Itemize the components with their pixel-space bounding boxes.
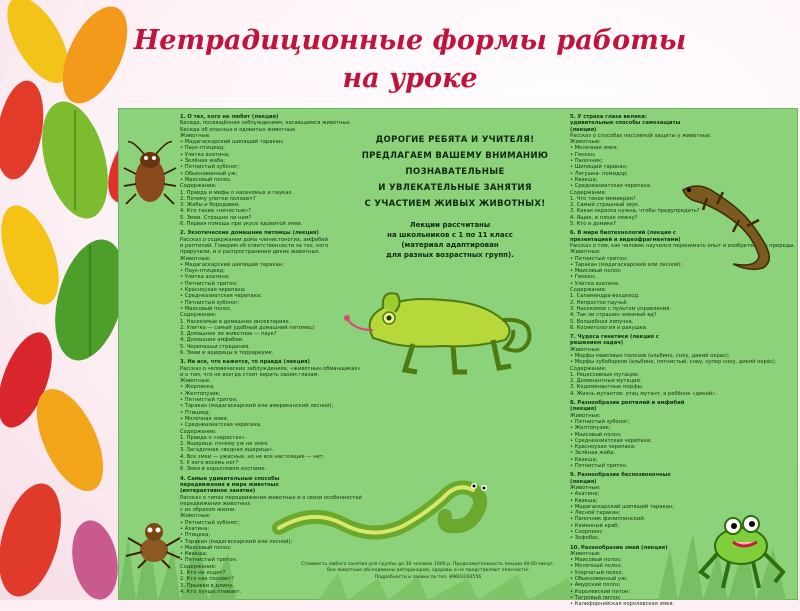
- lecture-line: • Птицеед;: [180, 409, 211, 416]
- lecture-line: • Пятнистый зубоног;: [180, 299, 240, 306]
- lecture-line: и о том, что не всегда стоит верить своим глазам.: [180, 371, 320, 378]
- lectures-right-column: [570, 114, 796, 611]
- lecture-line: • Пятнистый тритон.: [180, 557, 238, 564]
- lecture-line: • Пятнистый тритон;: [180, 280, 238, 287]
- poster-subheading-line: (материал адаптирован: [401, 241, 499, 249]
- lecture-line: • Калифорнийская королевская змея.: [570, 601, 675, 608]
- lecture-line: • Скорпион;: [570, 529, 604, 535]
- lecture-line: 1. Саламандра-вездеход.: [570, 293, 640, 300]
- lecture-line: • Лягушка- помидор;: [570, 170, 628, 177]
- lecture-line: 6. Первая помощь при укусе ядовитой змеи.: [180, 221, 303, 228]
- lecture-title: 5. У страха глаза велики: удивительные способы самозащиты (лекция): [570, 114, 681, 133]
- lecture-line: передвижения животных: [180, 500, 251, 507]
- lecture-line: • Геккон;: [570, 151, 596, 158]
- lecture-line: Содержание:: [180, 312, 217, 319]
- lecture-line: 5. Змеи. Страшно ли нам?: [180, 214, 252, 221]
- poster-heading-line: ДОРОГИЕ РЕБЯТА И УЧИТЕЛЯ!: [375, 135, 535, 145]
- lecture-line: • Пятнистый зубоног;: [570, 418, 630, 425]
- lecture-line: 3. Кодоминантные морфы.: [570, 384, 644, 391]
- lecture-line: • Морфы зубоборков (альбино, пятнистый, снеу, супер сноу, дикий окрас).: [570, 359, 777, 366]
- poster-heading-line: И УВЛЕКАТЕЛЬНЫЕ ЗАНЯТИЯ: [378, 183, 532, 193]
- lecture-title: 3. Не все, что кажется, то правда (лекция): [180, 359, 310, 366]
- lecture-line: 2. Кто как ползает?: [180, 576, 235, 583]
- lecture-line: Животные:: [570, 139, 601, 146]
- lecture-line: Животные:: [180, 513, 211, 520]
- lecture-line: Содержание:: [570, 189, 607, 196]
- lecture-line: • Желтопузик;: [570, 425, 611, 432]
- lizard-icon: [673, 176, 791, 276]
- lecture-line: • Маисовый полоз;: [570, 431, 622, 438]
- lecture-line: • Таракан (мадагаскарский или лесной);: [180, 538, 293, 545]
- poster-heading-line: С УЧАСТИЕМ ЖИВЫХ ЖИВОТНЫХ!: [364, 199, 546, 209]
- lecture-line: • Палочник филиппинский;: [570, 516, 646, 523]
- slide-title-line-1: Нетрадиционные формы работы: [133, 25, 687, 56]
- lecture-line: 4. Кто такие «нечистые»?: [180, 208, 251, 215]
- poster-heading-line: ПОЗНАВАТЕЛЬНЫЕ: [405, 167, 505, 177]
- lecture-line: 6. Змея в коралловом костюме.: [180, 466, 267, 473]
- lecture-line: 6. Косметология и ракушки.: [570, 324, 648, 331]
- lecture-line: • Маисовый полоз.: [180, 305, 232, 312]
- lecture-line: 5. Кто в домике?: [570, 221, 616, 228]
- lecture-line: 4. Жизнь мутантов: отец мутант, а ребёнок «дикий».: [570, 390, 717, 397]
- lecture-line: • Ахатина;: [570, 491, 600, 498]
- lecture-line: 4. Домашние амфибии.: [180, 337, 244, 344]
- lecture-line: • Квакша;: [570, 456, 598, 463]
- leaf-icon: [66, 517, 123, 603]
- lecture-3: [180, 359, 361, 473]
- lecture-line: 5. Черепашьи страдания.: [180, 343, 250, 350]
- lecture-line: 4. Ящик, в плохо ляжку?: [570, 214, 638, 221]
- slide-title: [120, 22, 700, 98]
- lecture-line: • Маисовый полоз;: [570, 268, 622, 275]
- lecture-line: • Маисовый полоз.: [180, 176, 232, 183]
- lecture-line: • Маисовый полоз;: [180, 544, 232, 551]
- lecture-line: Беседа об опасных и ядовитых животных.: [180, 126, 297, 133]
- lecture-line: • Жерлянка;: [180, 384, 215, 391]
- lecture-line: Содержание:: [180, 563, 217, 570]
- lecture-line: Содержание:: [180, 428, 217, 435]
- lecture-line: • Морфы маисовых полозов (альбино, сноу, дикий окрас);: [570, 352, 730, 359]
- lecture-line: • Геккон;: [570, 274, 596, 281]
- poster-subheading: [370, 220, 530, 260]
- poster-heading: [350, 132, 560, 212]
- lecture-line: 4. Все змеи — ужасные, но не все настоящие — нет.: [180, 453, 325, 460]
- lecture-title: 4. Самые удивительные способы передвижения в мире животных (интерактивное занятие): [180, 475, 280, 495]
- lecture-line: Животные:: [570, 412, 601, 419]
- lecture-line: • Каменный краб;: [570, 522, 620, 529]
- lecture-line: • Зелёная жаба;: [570, 450, 616, 457]
- poster-heading-line: ПРЕДЛАГАЕМ ВАШЕМУ ВНИМАНИЮ: [361, 151, 549, 161]
- lecture-line: • Зелёная жаба;: [180, 158, 226, 165]
- lecture-line: 4. Так ли страшен змеиный яд?: [570, 312, 657, 319]
- lecture-line: • Лесной таракан;: [570, 510, 621, 517]
- lecture-title: 7. Чудеса генетики (лекция с решением задач): [570, 334, 659, 347]
- lecture-title: 9. Разнообразие беспозвоночных (лекция): [570, 472, 671, 485]
- lecture-line: 3. Какая окраска нужна, чтобы предупредить?: [570, 208, 700, 215]
- lecture-line: 5. Волшебная липучка.: [570, 318, 634, 325]
- lecture-line: 2. Улитка — самый удобный домашний питомец!: [180, 324, 315, 331]
- lecture-line: • Среднеазиатская черепаха;: [180, 293, 262, 300]
- lecture-line: Содержание:: [570, 365, 607, 372]
- lecture-line: Животные:: [180, 132, 211, 139]
- lecture-line: • Красноухая черепаха;: [180, 287, 246, 294]
- lecture-line: • Пятнистый тритон;: [570, 255, 628, 262]
- lecture-line: 4. Кто лучше плавает.: [180, 588, 242, 595]
- lecture-line: 2. Ящерица: почему уж не змея.: [180, 441, 269, 448]
- lecture-line: 5. У кого восемь ног?: [180, 460, 239, 467]
- lecture-line: 1. Правда о «нерестах».: [180, 434, 247, 441]
- lecture-line: • Желтопузик;: [180, 390, 221, 397]
- chameleon-icon: [343, 278, 543, 383]
- lecture-line: Животные:: [570, 346, 601, 353]
- lecture-line: • Молочная змея;: [180, 415, 228, 422]
- lecture-line: • Среднеазиатская черепаха;: [570, 437, 652, 444]
- lecture-line: Беседа, посвящённая заблуждениям, касающимся животных.: [180, 120, 352, 127]
- lecture-line: 2. Непростое паучьё.: [570, 299, 629, 306]
- lecture-7: [570, 334, 777, 397]
- lecture-5: [570, 114, 712, 228]
- lecture-line: • Обыкновенный уж;: [570, 576, 628, 583]
- lecture-line: • Квакша;: [180, 551, 208, 558]
- lecture-line: • Улитка ахатина.: [570, 280, 620, 287]
- lecture-line: 1. Насекомые в домашних инсектариях.: [180, 318, 291, 325]
- footer-line: Все животные обследованы ветеринаром, здоровы и не представляют опасности!: [327, 568, 529, 574]
- lecture-2: [180, 230, 329, 356]
- lecture-line: 2. Доминантные мутации.: [570, 378, 642, 385]
- lecture-line: Рассказ о содержании дома членистоногих, амфибий: [180, 236, 329, 243]
- leaf-icon: [0, 477, 72, 604]
- lecture-1: [180, 114, 352, 228]
- lecture-line: 2. Самый страшный звук.: [570, 202, 640, 209]
- lecture-line: • Паук-птицеед;: [180, 145, 225, 152]
- lecture-line: • Королевский питон;: [570, 588, 631, 595]
- lecture-line: • Ахатина;: [180, 526, 210, 532]
- spider-icon: [124, 510, 182, 570]
- lecture-line: Животные:: [570, 249, 601, 256]
- lecture-9: [570, 472, 690, 541]
- lecture-line: Рассказ о том, как человек научился перенимать опыт и изобретения у природы.: [570, 242, 796, 249]
- lecture-line: Животные:: [180, 378, 211, 385]
- lecture-line: • Узорчатый полоз;: [570, 569, 624, 576]
- lecture-title: 10. Разнообразие змей (лекция): [570, 544, 668, 551]
- lecture-line: • Среднеазиатская черепаха.: [570, 183, 652, 190]
- lecture-title: 2. Экзотические домашние питомцы (лекция): [180, 230, 319, 237]
- lecture-line: • Маисовый полоз;: [570, 557, 622, 564]
- lecture-title: 8. Разнообразие рептилий и амфибий (лекция): [570, 400, 685, 413]
- slide-title-line-2: на уроке: [342, 63, 478, 94]
- lecture-line: 2. Почему улитки ползают?: [180, 195, 256, 202]
- poster-footer: [238, 562, 618, 581]
- lecture-line: • Красноухая черепаха;: [570, 444, 636, 451]
- lecture-line: Содержание:: [570, 287, 607, 294]
- lecture-line: • Мадагаскарский шипящий таракан;: [570, 503, 674, 510]
- lecture-line: • Среднеазиатская черепаха.: [180, 422, 262, 429]
- lecture-line: • Таракан (мадагаскарский или лесной);: [570, 261, 683, 268]
- lecture-line: Животные:: [180, 255, 211, 262]
- lecture-line: • Тигровый питон;: [570, 594, 621, 601]
- lecture-line: • Обыкновенный уж;: [180, 170, 238, 177]
- lecture-line: с их образом жизни.: [180, 507, 237, 514]
- lecture-line: • Пятнистый тритон;: [180, 397, 238, 404]
- lecture-line: 3. Жабы и бородавки.: [180, 202, 241, 209]
- poster-subheading-line: для разных возрастных групп).: [386, 251, 514, 259]
- cockroach-icon: [122, 138, 178, 212]
- lecture-line: 3. Прыжки в длину.: [180, 582, 234, 589]
- lecture-line: Животные:: [570, 550, 601, 557]
- lecture-line: Животные:: [570, 484, 601, 491]
- lecture-line: 3. Домашнее ли животное — паук?: [180, 331, 277, 338]
- lecture-line: • Улитка ахатина;: [180, 274, 230, 281]
- lecture-line: Рассказ о человеческих заблуждениях, «животных-обманщиках»: [180, 365, 361, 372]
- lecture-line: 1. Правда и мифы о насекомых и пауках.: [180, 189, 294, 196]
- lecture-line: • Птицеед;: [180, 532, 211, 539]
- lecture-line: 1. Рецессивные мутации.: [570, 371, 640, 378]
- lecture-line: Содержание:: [180, 183, 217, 190]
- lecture-line: • Квакша;: [570, 497, 598, 504]
- poster-subheading-line: Лекции рассчитаны: [409, 221, 491, 229]
- lecture-line: • Мадагаскарский шипящий таракан;: [180, 261, 284, 268]
- lecture-line: Рассказ о способах пассивной защиты у животных.: [570, 132, 712, 139]
- lecture-line: • Палочник;: [570, 158, 603, 165]
- footer-line: Подробности и заявки по тел. 89603292556: [374, 574, 482, 580]
- lecture-poster: [118, 108, 798, 608]
- lecture-line: • Мадагаскарский шипящий таракан;: [180, 139, 284, 146]
- lecture-line: • Пятнистый тритон.: [570, 463, 628, 470]
- lecture-title: 1. О тех, кого не любят (лекция): [180, 114, 279, 120]
- lecture-line: • Таракан (мадагаскарский или американский лесной);: [180, 403, 334, 410]
- lecture-line: • Молочный полоз;: [570, 563, 622, 570]
- lecture-line: • Паук-птицеед;: [180, 268, 225, 275]
- lecture-6: [570, 230, 796, 331]
- lecture-line: 3. Загадочная «водная ящерица».: [180, 447, 274, 454]
- lecture-line: приручили, и о распространении диких животных.: [180, 249, 321, 256]
- poster-subheading-line: на школьников с 1 по 11 класс: [387, 231, 513, 239]
- footer-line: Стоимость любого занятия для группы до 30 человек 1000 р. Продолжительность лекции 40-60 минут.: [301, 562, 555, 567]
- lecture-line: 1. Кто не ходит?: [180, 570, 226, 577]
- lecture-8: [570, 400, 690, 469]
- lecture-line: и рептилий. Говорим об ответственности за тех, кого: [180, 242, 329, 249]
- lecture-line: 1. Что такое мимикрия?: [570, 195, 636, 202]
- snake-icon: [273, 468, 503, 558]
- lecture-line: • Улитка ахатина;: [180, 151, 230, 158]
- lecture-title: 6. В мире биотехнологий (лекция с презентацией и видеофрагментами): [570, 230, 681, 243]
- lecture-line: 6. Змеи и ящерицы в террариуме.: [180, 349, 274, 356]
- lecture-line: • Квакша;: [570, 176, 598, 183]
- lecture-line: • Пятнистый зубоног;: [180, 164, 240, 171]
- lecture-line: • Шипящий таракан;: [570, 164, 628, 171]
- lecture-line: • Пятнистый зубоног;: [180, 519, 240, 526]
- frog-icon: [693, 498, 793, 593]
- lecture-line: 3. Насекомое с пультом управления.: [570, 305, 672, 312]
- lecture-line: • Зофобас.: [570, 535, 600, 542]
- lecture-line: Рассказ о типах передвижения животных и о связи особенностей: [180, 494, 362, 501]
- lecture-line: • Молочная змея;: [570, 145, 618, 152]
- lecture-line: • Амурский полоз;: [570, 582, 621, 589]
